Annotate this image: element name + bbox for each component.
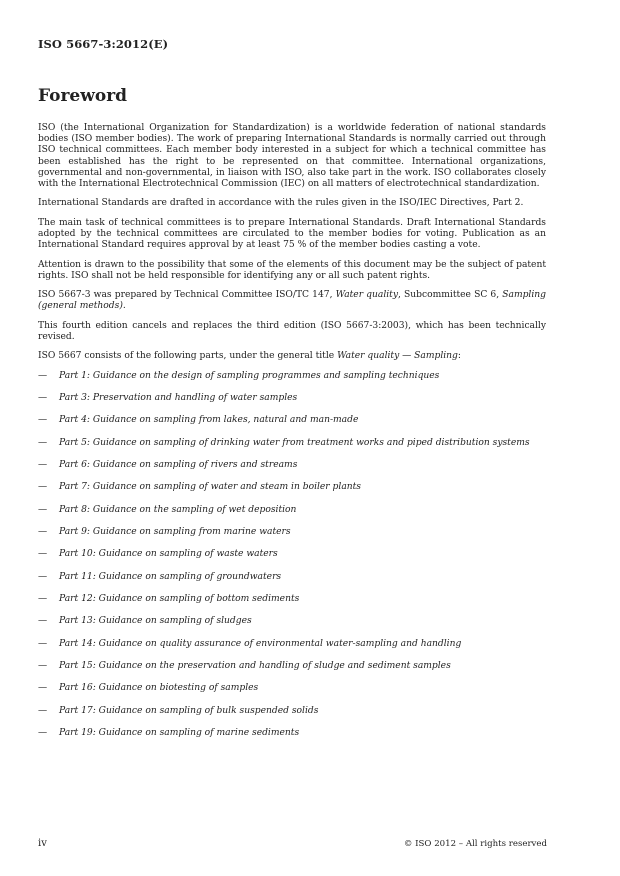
paragraph-prepared-by	[38, 290, 546, 312]
list-item	[38, 460, 546, 471]
list-item	[38, 549, 546, 560]
part-title: Part 9: Guidance on sampling from marine waters	[59, 526, 291, 537]
part-title: Part 6: Guidance on sampling of rivers and streams	[59, 459, 298, 470]
part-title: Part 13: Guidance on sampling of sludges	[59, 616, 252, 627]
page-number: iv	[38, 838, 47, 849]
part-title: Part 8: Guidance on the sampling of wet deposition	[59, 504, 297, 515]
dash-bullet: —	[38, 459, 48, 470]
list-item	[38, 415, 546, 426]
subcommittee-name: Sampling (general methods)	[38, 290, 546, 312]
list-item	[38, 438, 546, 449]
part-title: Part 10: Guidance on sampling of waste waters	[59, 549, 278, 560]
list-item	[38, 505, 546, 516]
list-item	[38, 683, 546, 694]
prepared-by-prefix: ISO 5667-3 was prepared by Technical Committee ISO/TC 147,	[38, 290, 336, 301]
list-item	[38, 616, 546, 627]
dash-bullet: —	[38, 638, 48, 649]
dash-bullet: —	[38, 437, 48, 448]
list-item	[38, 594, 546, 605]
list-item	[38, 482, 546, 493]
list-item	[38, 572, 546, 583]
dash-bullet: —	[38, 594, 48, 605]
parts-intro-suffix: :	[457, 351, 461, 362]
committee-name: Water quality	[335, 290, 398, 301]
paragraph-iso-description: ISO (the International Organization for Standardization) is a worldwide federation of national standards bodies (ISO member bodies). The work of preparing International Standards is normally carried out through ISO technical committees. Each member body interested in a subject for which a technical committee has been established has the right to be represented on that committee. International organizations, governmental and non-governmental, in liaison with ISO, also take part in the work. ISO collaborates closely with the International Electrotechnical Commission (IEC) on all matters of electrotechnical standardization.	[38, 123, 546, 190]
copyright-notice: © ISO 2012 – All rights reserved	[403, 839, 547, 849]
part-title: Part 17: Guidance on sampling of bulk suspended solids	[59, 705, 319, 716]
dash-bullet: —	[38, 728, 48, 739]
part-title: Part 1: Guidance on the design of sampling programmes and sampling techniques	[59, 370, 440, 381]
list-item	[38, 371, 546, 382]
prepared-by-middle: , Subcommittee SC 6,	[398, 290, 503, 301]
dash-bullet: —	[38, 549, 48, 560]
dash-bullet: —	[38, 683, 48, 694]
part-title: Part 7: Guidance on sampling of water and steam in boiler plants	[59, 482, 361, 493]
part-title: Part 11: Guidance on sampling of groundwaters	[59, 571, 282, 582]
paragraph-edition: This fourth edition cancels and replaces the third edition (ISO 5667-3:2003), which has been technically revised.	[38, 320, 546, 342]
dash-bullet: —	[38, 571, 48, 582]
paragraph-technical-committees: The main task of technical committees is to prepare International Standards. Draft International Standards adopted by the technical committees are circulated to the member bodies for voting. Publication as an International Standard requires approval by at least 75 % of the member bodies casting a vote.	[38, 217, 546, 251]
part-title: Part 12: Guidance on sampling of bottom sediments	[59, 594, 300, 605]
part-title: Part 19: Guidance on sampling of marine sediments	[59, 728, 300, 739]
paragraph-drafting-rules: International Standards are drafted in accordance with the rules given in the ISO/IEC Directives, Part 2.	[38, 198, 524, 209]
part-title: Part 3: Preservation and handling of water samples	[59, 392, 298, 403]
parts-intro-prefix: ISO 5667 consists of the following parts, under the general title	[38, 351, 338, 362]
prepared-by-suffix: .	[122, 301, 126, 312]
dash-bullet: —	[38, 705, 48, 716]
foreword-body	[38, 123, 546, 750]
part-title: Part 16: Guidance on biotesting of samples	[59, 683, 259, 694]
general-title: Water quality — Sampling	[337, 351, 458, 362]
part-title: Part 4: Guidance on sampling from lakes, natural and man-made	[59, 415, 359, 426]
dash-bullet: —	[38, 616, 48, 627]
list-item	[38, 706, 546, 717]
list-item	[38, 661, 546, 672]
part-title: Part 15: Guidance on the preservation and handling of sludge and sediment samples	[59, 661, 451, 672]
document-identifier: ISO 5667-3:2012(E)	[38, 37, 169, 51]
dash-bullet: —	[38, 482, 48, 493]
dash-bullet: —	[38, 526, 48, 537]
parts-list	[38, 371, 546, 740]
list-item	[38, 527, 546, 538]
page-title: Foreword	[38, 86, 128, 106]
dash-bullet: —	[38, 504, 48, 515]
dash-bullet: —	[38, 415, 48, 426]
list-item	[38, 728, 546, 739]
dash-bullet: —	[38, 661, 48, 672]
part-title: Part 5: Guidance on sampling of drinking water from treatment works and piped distribution systems	[59, 437, 530, 448]
part-title: Part 14: Guidance on quality assurance of environmental water-sampling and handling	[59, 638, 462, 649]
dash-bullet: —	[38, 370, 48, 381]
dash-bullet: —	[38, 392, 48, 403]
paragraph-patent-rights: Attention is drawn to the possibility that some of the elements of this document may be the subject of patent rights. ISO shall not be held responsible for identifying any or all such patent rights.	[38, 259, 546, 281]
list-item	[38, 639, 546, 650]
paragraph-parts-intro	[38, 351, 546, 362]
list-item	[38, 393, 546, 404]
